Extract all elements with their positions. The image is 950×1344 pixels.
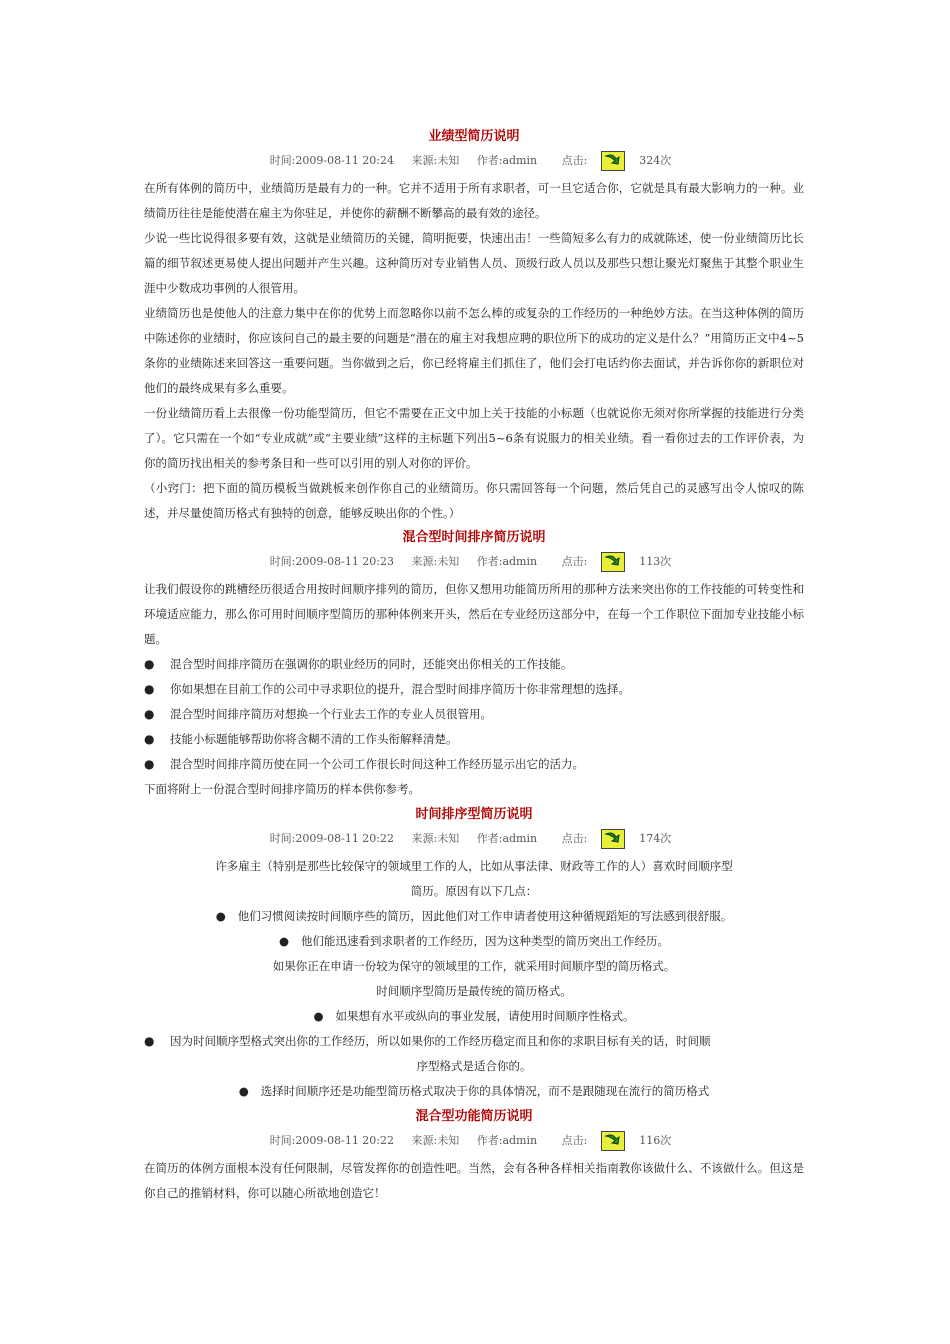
list-item: ● 因为时间顺序型格式突出你的工作经历，所以如果你的工作经历稳定而且和你的求职目标有关的话，时间顺 — [144, 1029, 804, 1054]
article-meta — [144, 148, 804, 176]
paragraph: 少说一些比说得很多要有效，这就是业绩简历的关键，简明扼要，快速出击！一些简短多么有力的成就陈述，使一份业绩简历比长篇的细节叙述更易使人提出问题并产生兴趣。这种简历对专业销售人员、顶级行政人员以及那些只想让聚光灯聚焦于其整个职业生涯中少数成功事例的人很管用。 — [144, 231, 804, 295]
paragraph: 业绩简历也是使他人的注意力集中在你的优势上而忽略你以前不怎么棒的或复杂的工作经历的一种绝妙方法。在当这种体例的简历中陈述你的业绩时，你应该问自己的最主要的问题是“潜在的雇主对我想应聘的职位所下的成功的定义是什么？”用简历正文中4~5条你的业绩陈述来回答这一重要问题。当你做到之后，你已经将雇主们抓住了，他们会打电话约你去面试，并告诉你你的新职位对他们的最终成果有多么重要。 — [144, 306, 804, 395]
article-meta — [144, 1128, 804, 1156]
bullet-icon: ● — [215, 909, 226, 923]
bullet-icon: ● — [144, 732, 155, 746]
counter-icon — [601, 151, 625, 171]
list-item: ● 他们习惯阅读按时间顺序些的简历，因此他们对工作申请者使用这种循规蹈矩的写法感到很舒服。 — [215, 909, 733, 923]
bullet-icon: ● — [144, 682, 155, 696]
list-item: ● 你如果想在目前工作的公司中寻求职位的提升，混合型时间排序简历十你非常理想的选择。 — [144, 677, 804, 702]
meta-clicks-count: 113次 — [639, 555, 672, 568]
meta-clicks-count: 116次 — [639, 1134, 672, 1147]
bullet-icon: ● — [144, 1034, 155, 1048]
list-item: ● 如果想有水平或纵向的事业发展，请使用时间顺序性格式。 — [313, 1009, 635, 1023]
meta-clicks — [555, 826, 679, 852]
article-title[interactable]: 混合型功能简历说明 — [415, 1109, 533, 1124]
paragraph: 简历。原因有以下几点： — [410, 884, 538, 898]
meta-clicks — [555, 1128, 679, 1154]
paragraph: 如果你正在申请一份较为保守的领域里的工作，就采用时间顺序型的简历格式。 — [272, 959, 676, 973]
counter-icon — [601, 829, 625, 849]
article-title[interactable]: 时间排序型简历说明 — [415, 807, 533, 822]
meta-time: 时间:2009-08-11 20:23 — [269, 555, 395, 568]
meta-source: 来源:未知 — [411, 555, 460, 568]
article-4 — [144, 1106, 804, 1206]
meta-clicks-count: 174次 — [639, 832, 672, 845]
list-item: ● 混合型时间排序简历在强调你的职业经历的同时，还能突出你相关的工作技能。 — [144, 652, 804, 677]
bullet-icon: ● — [144, 757, 155, 771]
article-title[interactable]: 业绩型简历说明 — [428, 129, 520, 144]
list-item: ● 选择时间顺序还是功能型简历格式取决于你的具体情况，而不是跟随现在流行的简历格式 — [238, 1084, 710, 1098]
meta-source: 来源:未知 — [411, 1134, 460, 1147]
paragraph: 时间顺序型简历是最传统的简历格式。 — [376, 984, 572, 998]
article-title[interactable]: 混合型时间排序简历说明 — [402, 530, 546, 545]
meta-clicks — [555, 549, 679, 575]
counter-icon — [601, 552, 625, 572]
counter-icon — [601, 1131, 625, 1151]
article-meta — [144, 826, 804, 854]
meta-clicks-label: 点击: — [561, 1134, 588, 1147]
paragraph: 下面将附上一份混合型时间排序简历的样本供你参考。 — [144, 782, 420, 796]
paragraph: 在所有体例的简历中，业绩简历是最有力的一种。它并不适用于所有求职者，可一旦它适合你，它就是具有最大影响力的一种。业绩简历往往是能使潜在雇主为你驻足，并使你的薪酬不断攀高的最有效的途径。 — [144, 181, 804, 220]
article-3 — [144, 804, 804, 1104]
meta-author: 作者:admin — [476, 1134, 538, 1147]
list-item: ● 技能小标题能够帮助你将含糊不清的工作头衔解释清楚。 — [144, 727, 804, 752]
meta-time: 时间:2009-08-11 20:24 — [269, 154, 395, 167]
list-item: ● 混合型时间排序简历使在同一个公司工作很长时间这种工作经历显示出它的活力。 — [144, 752, 804, 777]
article-meta — [144, 549, 804, 577]
meta-clicks-label: 点击: — [561, 555, 588, 568]
bullet-icon: ● — [144, 657, 155, 671]
list-item: ● 他们能迅速看到求职者的工作经历，因为这种类型的简历突出工作经历。 — [278, 934, 670, 948]
meta-clicks-label: 点击: — [561, 154, 588, 167]
paragraph: （小窍门：把下面的简历模板当做跳板来创作你自己的业绩简历。你只需回答每一个问题，然后凭自己的灵感写出令人惊叹的陈述，并尽量使简历格式有独特的创意，能够反映出你的个性。） — [144, 481, 804, 520]
meta-clicks-count: 324次 — [639, 154, 672, 167]
meta-clicks — [555, 148, 679, 174]
bullet-icon: ● — [313, 1009, 324, 1023]
paragraph: 序型格式是适合你的。 — [416, 1059, 532, 1073]
article-2 — [144, 527, 804, 802]
meta-author: 作者:admin — [476, 832, 538, 845]
meta-time: 时间:2009-08-11 20:22 — [269, 1134, 395, 1147]
paragraph: 在简历的体例方面根本没有任何限制，尽管发挥你的创造性吧。当然，会有各种各样相关指南教你该做什么、不该做什么。但这是你自己的推销材料，你可以随心所欲地创造它！ — [144, 1161, 804, 1200]
paragraph: 许多雇主（特别是那些比较保守的领域里工作的人，比如从事法律、财政等工作的人）喜欢时间顺序型 — [215, 859, 733, 873]
paragraph: 一份业绩简历看上去很像一份功能型简历，但它不需要在正文中加上关于技能的小标题（也就说你无须对你所掌握的技能进行分类了）。它只需在一个如“专业成就”或“主要业绩”这样的主标题下列出5~6条有说服力的相关业绩。看一看你过去的工作评价表，为你的简历找出相关的参考条目和一些可以引用的别人对你的评价。 — [144, 406, 804, 470]
meta-clicks-label: 点击: — [561, 832, 588, 845]
list-item: ● 混合型时间排序简历对想换一个行业去工作的专业人员很管用。 — [144, 702, 804, 727]
bullet-icon: ● — [238, 1084, 249, 1098]
article-1 — [144, 126, 804, 526]
paragraph: 让我们假设你的跳槽经历很适合用按时间顺序排列的简历，但你又想用功能简历所用的那种方法来突出你的工作技能的可转变性和环境适应能力，那么你可用时间顺序型简历的那种体例来开头，然后在专业经历这部分中，在每一个工作职位下面加专业技能小标题。 — [144, 582, 804, 646]
bullet-icon: ● — [278, 934, 290, 948]
meta-source: 来源:未知 — [411, 154, 460, 167]
meta-author: 作者:admin — [476, 555, 538, 568]
meta-author: 作者:admin — [476, 154, 538, 167]
meta-time: 时间:2009-08-11 20:22 — [269, 832, 395, 845]
meta-source: 来源:未知 — [411, 832, 460, 845]
bullet-icon: ● — [144, 707, 155, 721]
